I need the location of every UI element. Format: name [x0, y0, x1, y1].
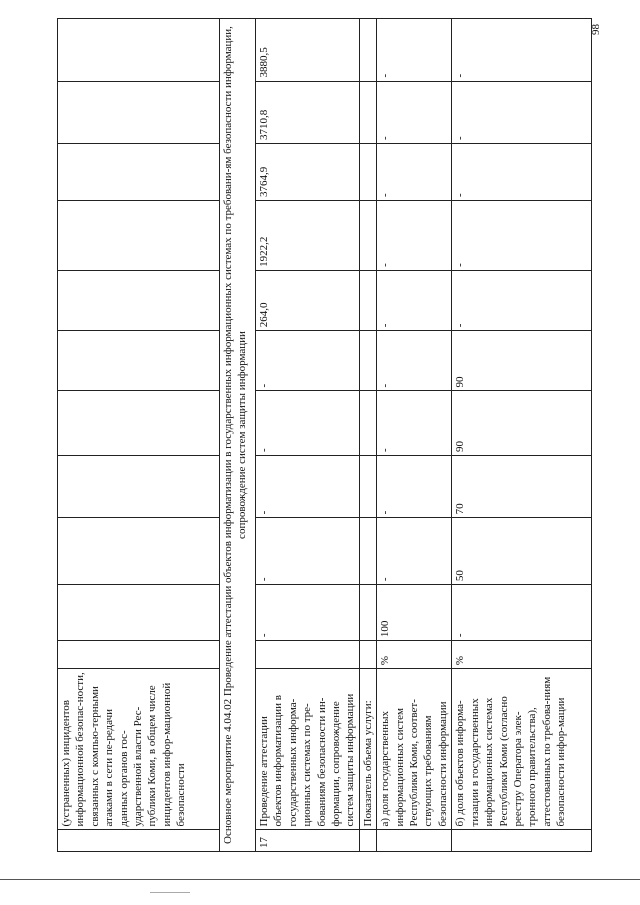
indicator-name: б) доля объектов информа-тизации в государственных информационных системах Республики Коми (согласно реестру Оператора элек-тронного правительства), аттестованных по требова-ниям безопасности инфор-мации	[452, 669, 592, 830]
table-row	[377, 19, 452, 852]
unit-cell: %	[377, 641, 452, 669]
scan-artifact-line	[0, 879, 640, 880]
value-cell	[359, 143, 376, 200]
value-cell	[58, 456, 220, 518]
value-cell: -	[377, 456, 452, 518]
value-cell: -	[377, 518, 452, 585]
value-cell: -	[256, 331, 360, 391]
value-cell: -	[452, 143, 592, 200]
value-cell: 90	[452, 391, 592, 456]
row-number-cell	[377, 830, 452, 852]
value-cell: -	[377, 143, 452, 200]
table-row	[359, 19, 376, 852]
section-header-row	[220, 19, 256, 852]
value-cell: -	[256, 518, 360, 585]
value-cell	[359, 456, 376, 518]
scan-artifact-line	[150, 892, 190, 893]
value-cell	[58, 81, 220, 143]
table-row	[58, 19, 220, 852]
table-row	[452, 19, 592, 852]
unit-cell	[359, 641, 376, 669]
value-cell: -	[256, 391, 360, 456]
value-cell: -	[377, 81, 452, 143]
program-table	[57, 18, 592, 852]
value-cell	[58, 331, 220, 391]
value-cell	[58, 270, 220, 330]
indicator-name-cell: (устраненных) инцидентов информационной безопас-ности, связанных с компью-терными атаками в сети пе-редачи данных органов гос-ударственной власти Рес-публики Коми, в общем числе инцидентов инфор-мационной безопасности	[58, 669, 220, 830]
row-number: 17	[256, 830, 360, 852]
value-cell	[58, 200, 220, 270]
row-number-cell	[452, 830, 592, 852]
value-cell	[359, 585, 376, 641]
value-cell: 100	[377, 585, 452, 641]
value-cell: 50	[452, 518, 592, 585]
value-cell	[58, 391, 220, 456]
value-cell: -	[256, 456, 360, 518]
unit-cell: %	[452, 641, 592, 669]
value-cell	[359, 270, 376, 330]
value-cell: -	[377, 19, 452, 82]
value-cell	[58, 585, 220, 641]
value-cell	[359, 391, 376, 456]
unit-cell	[58, 641, 220, 669]
row-number-cell	[58, 830, 220, 852]
value-cell: -	[256, 585, 360, 641]
indicator-name: а) доля государственных информационных систем Республики Коми, соответ-ствующих требованиям безопасности информации	[377, 669, 452, 830]
value-cell: -	[452, 270, 592, 330]
value-cell: -	[452, 19, 592, 82]
row-number-cell	[359, 830, 376, 852]
value-cell: -	[452, 200, 592, 270]
unit-cell	[256, 641, 360, 669]
value-cell: 264,0	[256, 270, 360, 330]
value-cell: -	[377, 200, 452, 270]
section-header: Основное мероприятие 4.04.02 Проведение аттестации объектов информатизации в государственных информационных системах по требовани-ям безопасности информации, сопровождение систем защиты информации	[220, 19, 256, 852]
value-cell	[359, 518, 376, 585]
value-cell	[58, 19, 220, 82]
page-number: 98	[590, 24, 602, 35]
activity-name: Проведение аттестации объектов информатизации в государственных информа-ционных системах по тре-бованиям безопасности ин-формации, сопровождение систем защиты информации	[256, 669, 360, 830]
value-cell: 3764,9	[256, 143, 360, 200]
value-cell: -	[377, 270, 452, 330]
value-cell	[359, 331, 376, 391]
value-cell: 1922,2	[256, 200, 360, 270]
value-cell	[58, 518, 220, 585]
table-row	[256, 19, 360, 852]
value-cell	[359, 19, 376, 82]
value-cell: -	[377, 391, 452, 456]
value-cell: 3710,8	[256, 81, 360, 143]
value-cell	[58, 143, 220, 200]
value-cell: 90	[452, 331, 592, 391]
value-cell	[359, 81, 376, 143]
value-cell: -	[452, 585, 592, 641]
value-cell: -	[377, 331, 452, 391]
value-cell: 70	[452, 456, 592, 518]
value-cell: 3880,5	[256, 19, 360, 82]
value-cell: -	[452, 81, 592, 143]
value-cell	[359, 200, 376, 270]
indicator-header: Показатель объема услуги:	[359, 669, 376, 830]
